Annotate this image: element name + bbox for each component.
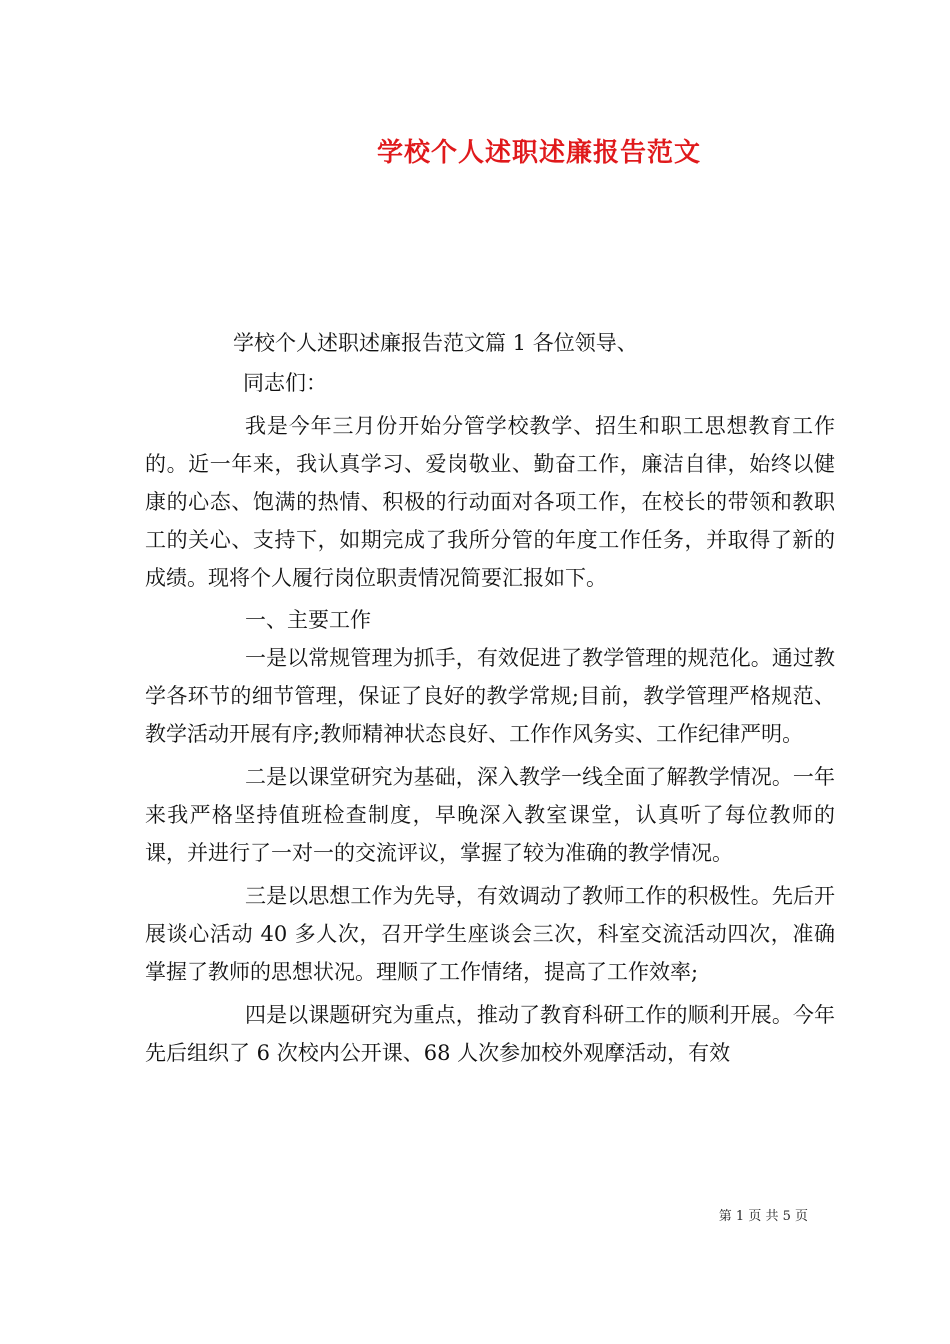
- paragraph-topic-research: 四是以课题研究为重点，推动了教育科研工作的顺利开展。今年先后组织了 6 次校内公开课、68 人次参加校外观摩活动，有效: [145, 1003, 835, 1065]
- paragraph-intro: 我是今年三月份开始分管学校教学、招生和职工思想教育工作的。近一年来，我认真学习、爱岗敬业、勤奋工作，廉洁自律，始终以健康的心态、饱满的热情、积极的行动面对各项工作，在校长的带领和教职工的关心、支持下，如期完成了我所分管的年度工作任务，并取得了新的成绩。现将个人履行岗位职责情况简要汇报如下。: [145, 414, 835, 590]
- document-title: 学校个人述职述廉报告范文: [376, 138, 701, 168]
- section-heading-main-work: 一、主要工作: [245, 608, 371, 632]
- paragraph-routine-management: 一是以常规管理为抓手，有效促进了教学管理的规范化。通过教学各环节的细节管理，保证了良好的教学常规;目前，教学管理严格规范、教学活动开展有序;教师精神状态良好、工作作风务实、工作纪律严明。: [145, 646, 835, 746]
- intro-line: 学校个人述职述廉报告范文篇 1 各位领导、: [233, 331, 638, 355]
- salutation: 同志们：: [243, 371, 327, 395]
- page-number-footer: 第 1 页 共 5 页: [718, 1209, 808, 1224]
- document-body: [145, 324, 835, 1072]
- paragraph-ideological-work: 三是以思想工作为先导，有效调动了教师工作的积极性。先后开展谈心活动 40 多人次，召开学生座谈会三次，科室交流活动四次，准确掌握了教师的思想状况。理顺了工作情绪，提高了工作效率;: [145, 884, 835, 984]
- paragraph-classroom-research: 二是以课堂研究为基础，深入教学一线全面了解教学情况。一年来我严格坚持值班检查制度，早晚深入教室课堂，认真听了每位教师的课，并进行了一对一的交流评议，掌握了较为准确的教学情况。: [145, 765, 835, 865]
